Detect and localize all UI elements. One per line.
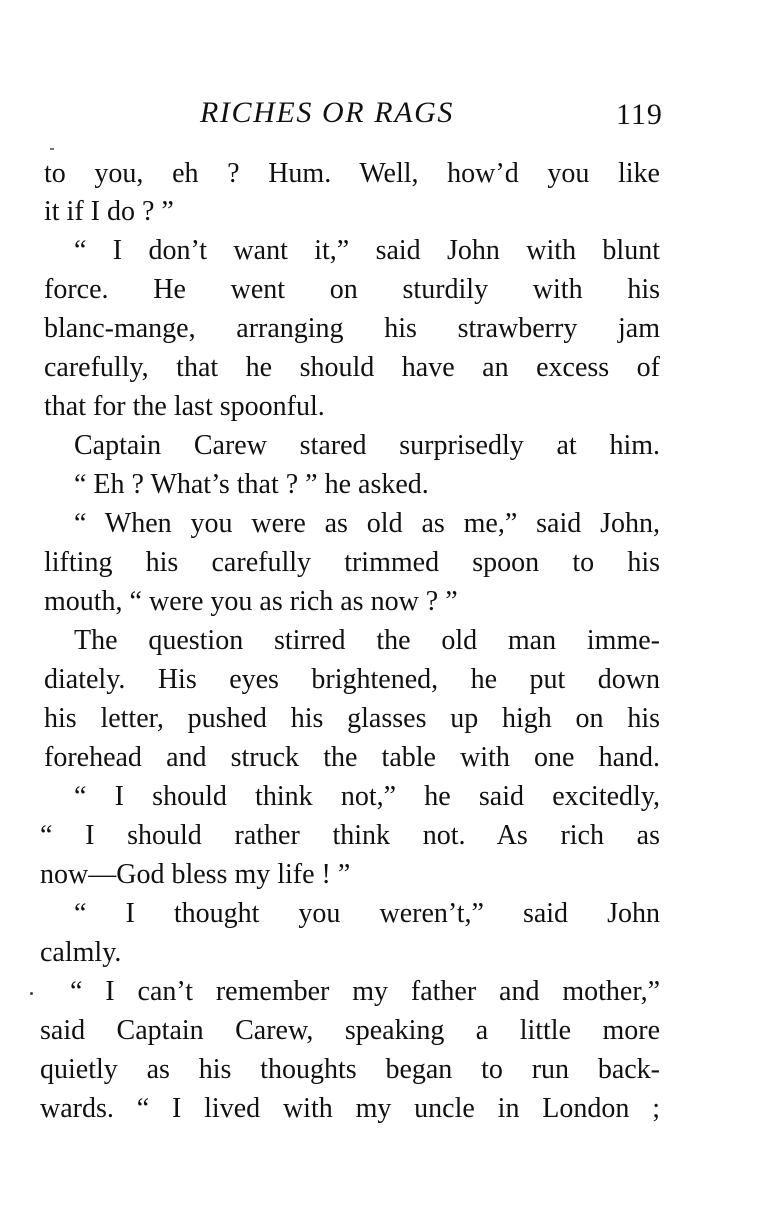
text-line: Captain Carew stared surprisedly at him.	[74, 430, 660, 461]
text-line: now—God bless my life ! ”	[40, 859, 351, 890]
text-line: quietly as his thoughts began to run back-	[40, 1054, 660, 1085]
text-line: said Captain Carew, speaking a little more	[40, 1015, 660, 1046]
text-line: carefully, that he should have an excess of	[44, 352, 660, 383]
text-line: force. He went on sturdily with his	[44, 274, 660, 305]
running-title: RICHES OR RAGS	[200, 96, 455, 129]
text-line: it if I do ? ”	[44, 196, 174, 227]
text-line: forehead and struck the table with one hand.	[44, 742, 660, 773]
text-line: “ When you were as old as me,” said John,	[74, 508, 660, 539]
text-line: The question stirred the old man imme-	[74, 625, 660, 656]
text-line: lifting his carefully trimmed spoon to his	[44, 547, 660, 578]
text-line: “ I can’t remember my father and mother,”	[70, 976, 660, 1007]
text-line: “ I thought you weren’t,” said John	[74, 898, 660, 929]
print-speck	[30, 992, 33, 995]
text-line: “ I don’t want it,” said John with blunt	[74, 235, 660, 266]
text-line: that for the last spoonful.	[44, 391, 325, 422]
text-line: blanc-mange, arranging his strawberry jam	[44, 313, 660, 344]
text-line: “ I should think not,” he said excitedly,	[74, 781, 660, 812]
text-line: his letter, pushed his glasses up high on his	[44, 703, 660, 734]
text-line: diately. His eyes brightened, he put down	[44, 664, 660, 695]
text-line: wards. “ I lived with my uncle in London ;	[40, 1093, 660, 1124]
text-line: mouth, “ were you as rich as now ? ”	[44, 586, 458, 617]
print-speck	[50, 148, 54, 150]
text-line: calmly.	[40, 937, 122, 968]
text-line: “ I should rather think not. As rich as	[40, 820, 660, 851]
text-line: “ Eh ? What’s that ? ” he asked.	[74, 469, 429, 500]
page-header	[0, 96, 774, 136]
page-number: 119	[616, 98, 663, 131]
text-line: to you, eh ? Hum. Well, how’d you like	[44, 158, 660, 189]
